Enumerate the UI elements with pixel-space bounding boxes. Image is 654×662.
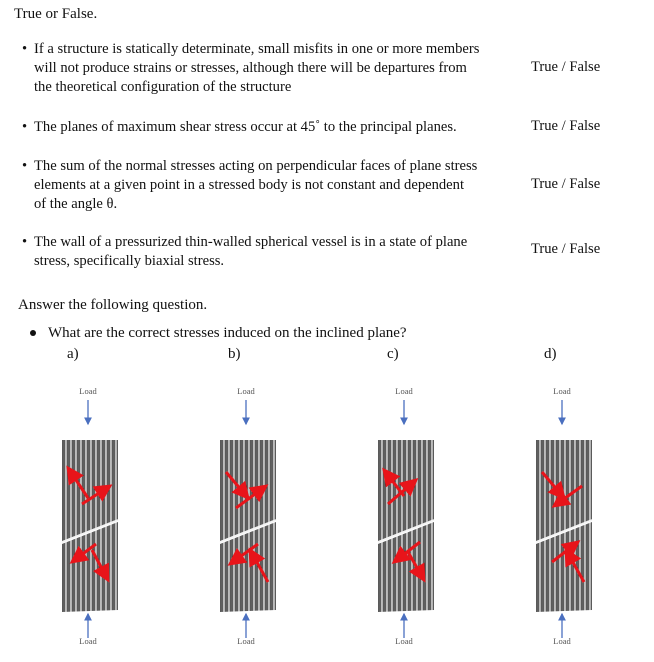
tf-choice-2[interactable]: True / False — [531, 118, 601, 134]
section-title: True or False. — [14, 6, 98, 22]
tf-question-3 — [22, 157, 514, 214]
section-instruction: Answer the following question. — [18, 297, 208, 313]
tf-question-3-line-3: of the angle θ. — [34, 196, 118, 212]
tf-question-2 — [22, 118, 532, 137]
specimen-figure-a[interactable] — [48, 380, 128, 650]
load-label-bottom: Load — [237, 636, 255, 646]
load-label-bottom: Load — [395, 636, 413, 646]
option-label-c: c) — [387, 346, 399, 362]
bullet-icon — [30, 330, 36, 336]
mc-question — [30, 325, 407, 342]
specimen-figure-d[interactable] — [522, 380, 602, 650]
tf-choice-3[interactable]: True / False — [531, 176, 601, 192]
load-label-top: Load — [395, 386, 413, 396]
load-label-bottom: Load — [553, 636, 571, 646]
bullet-icon: • — [22, 234, 28, 250]
tf-question-3-line-1: The sum of the normal stresses acting on perpendicular faces of plane stress — [34, 158, 478, 174]
tf-question-1 — [22, 40, 514, 97]
tf-question-4 — [22, 233, 514, 271]
mc-question-text: What are the correct stresses induced on the inclined plane? — [48, 325, 407, 341]
option-label-b: b) — [228, 346, 241, 362]
specimen-figure-c[interactable] — [364, 380, 444, 650]
tf-choice-4[interactable]: True / False — [531, 241, 601, 257]
load-label-top: Load — [79, 386, 97, 396]
tf-question-1-line-3: the theoretical configuration of the structure — [34, 79, 292, 95]
tf-question-1-line-1: If a structure is statically determinate, small misfits in one or more members — [34, 41, 480, 57]
tf-question-4-line-2: stress, specifically biaxial stress. — [34, 253, 225, 269]
load-label-top: Load — [553, 386, 571, 396]
option-label-a: a) — [67, 346, 79, 362]
load-label-top: Load — [237, 386, 255, 396]
tf-question-3-line-2: elements at a given point in a stressed body is not constant and dependent — [34, 177, 465, 193]
bullet-icon: • — [22, 119, 28, 135]
tf-question-4-line-1: The wall of a pressurized thin-walled spherical vessel is in a state of plane — [34, 234, 468, 250]
specimen-figure-b[interactable] — [206, 380, 286, 650]
tf-question-1-line-2: will not produce strains or stresses, although there will be departures from — [34, 60, 467, 76]
option-label-d: d) — [544, 346, 557, 362]
bullet-icon: • — [22, 158, 28, 174]
bullet-icon: • — [22, 41, 28, 57]
tf-question-2-line-1: The planes of maximum shear stress occur at 45˚ to the principal planes. — [34, 119, 457, 135]
tf-choice-1[interactable]: True / False — [531, 59, 601, 75]
load-label-bottom: Load — [79, 636, 97, 646]
